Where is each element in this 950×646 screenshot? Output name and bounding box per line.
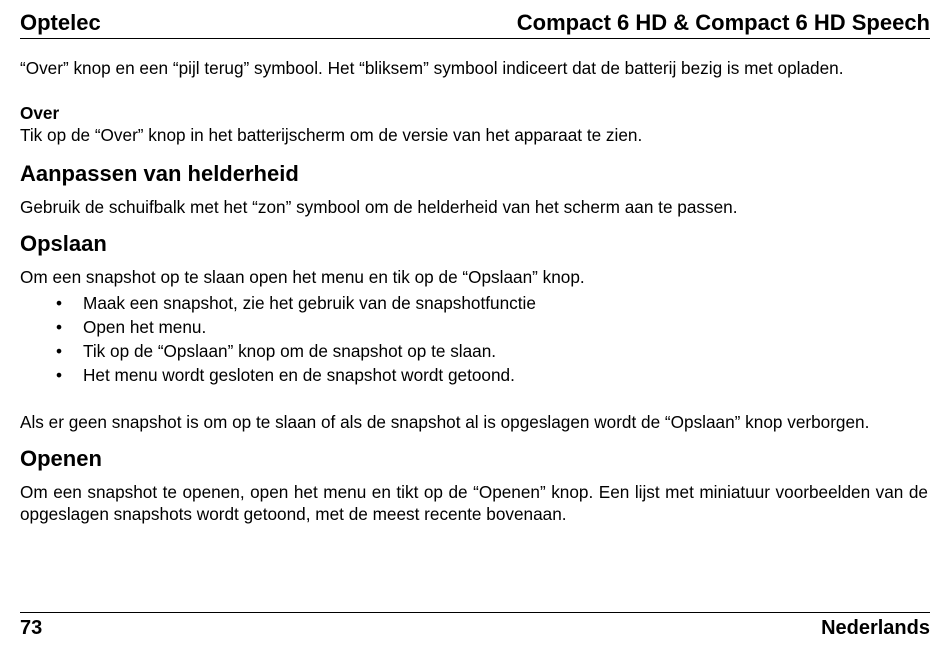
open-paragraph: Om een snapshot te openen, open het menu en tikt op de “Openen” knop. Een lijst met miniatuur voorbeelden van de opgeslagen snapshots wordt getoond, met de meest recente bovenaan. xyxy=(20,482,928,524)
list-item xyxy=(20,363,928,387)
list-item xyxy=(20,339,928,363)
bullet-icon: • xyxy=(56,293,63,313)
page-content xyxy=(20,57,928,525)
bullet-icon: • xyxy=(56,365,63,385)
list-item-text: Open het menu. xyxy=(83,317,207,337)
page-footer xyxy=(20,612,930,643)
intro-paragraph: “Over” knop en een “pijl terug” symbool. Het “bliksem” symbool indiceert dat de batterij bezig is met opladen. xyxy=(20,58,844,78)
list-item-text: Tik op de “Opslaan” knop om de snapshot op te slaan. xyxy=(83,341,497,361)
open-heading: Openen xyxy=(20,446,102,471)
list-item xyxy=(20,315,928,339)
footer-language: Nederlands xyxy=(821,617,930,639)
save-note-paragraph: Als er geen snapshot is om op te slaan of als de snapshot al is opgeslagen wordt de “Opslaan” knop verborgen. xyxy=(20,412,870,432)
save-intro-paragraph: Om een snapshot op te slaan open het menu en tik op de “Opslaan” knop. xyxy=(20,267,585,287)
list-item-text: Maak een snapshot, zie het gebruik van de snapshotfunctie xyxy=(83,293,536,313)
over-paragraph: Tik op de “Over” knop in het batterijscherm om de versie van het apparaat te zien. xyxy=(20,125,643,145)
over-subheading: Over xyxy=(20,103,60,123)
brightness-paragraph: Gebruik de schuifbalk met het “zon” symbool om de helderheid van het scherm aan te passen. xyxy=(20,197,738,217)
bullet-icon: • xyxy=(56,317,63,337)
bullet-icon: • xyxy=(56,341,63,361)
header-brand: Optelec xyxy=(20,10,101,35)
brightness-heading: Aanpassen van helderheid xyxy=(20,161,299,186)
page-header xyxy=(20,10,930,39)
list-item-text: Het menu wordt gesloten en de snapshot wordt getoond. xyxy=(83,365,515,385)
page-number: 73 xyxy=(20,617,43,639)
save-steps-list xyxy=(20,291,928,387)
list-item xyxy=(20,291,928,315)
header-product-title: Compact 6 HD & Compact 6 HD Speech xyxy=(516,10,930,35)
save-heading: Opslaan xyxy=(20,231,107,256)
